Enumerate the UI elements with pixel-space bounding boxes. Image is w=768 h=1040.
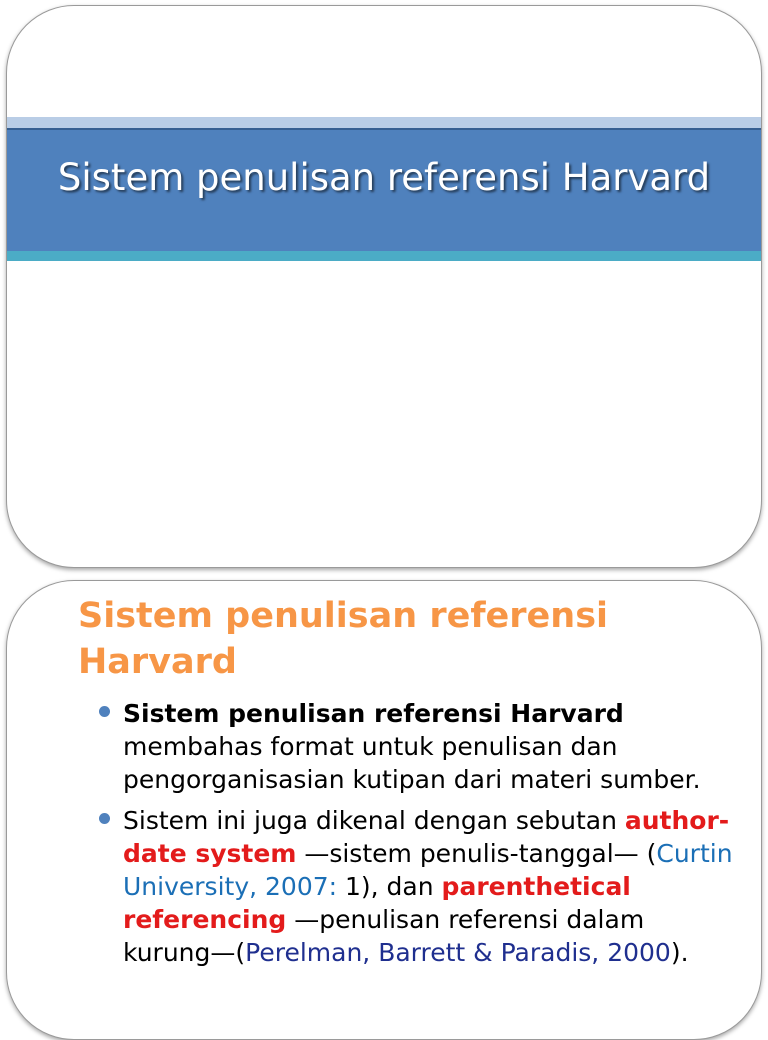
slide-title: Sistem penulisan referensi Harvard — [57, 156, 711, 199]
citation-perelman[interactable]: Perelman, Barrett & Paradis, 2000 — [245, 938, 671, 967]
term-parenthetical-referencing: parenthetical referencing — [123, 872, 631, 934]
slide-1 — [6, 5, 762, 568]
bullet-item-1 — [77, 697, 737, 796]
bullet-2-text-part-3: 1), dan — [337, 872, 442, 901]
title-band-top-stripe — [7, 117, 761, 128]
bullet-item-2 — [77, 804, 737, 969]
slide-2 — [6, 580, 762, 1040]
title-band-bottom-stripe — [7, 251, 761, 261]
bullet-2-text-part-2: —sistem penulis-tanggal— ( — [296, 839, 657, 868]
bullet-2-text-part-4: —penulisan referensi dalam kurung—( — [123, 905, 645, 967]
bullet-1-bold-lead: Sistem penulisan referensi Harvard — [123, 699, 624, 728]
bullet-dot-icon — [99, 813, 110, 824]
title-band — [7, 128, 761, 251]
bullet-2-text-part-1: Sistem ini juga dikenal dengan sebutan — [123, 806, 625, 835]
bullet-dot-icon — [99, 706, 110, 717]
bullet-1-text: membahas format untuk penulisan dan pengorganisasian kutipan dari materi sumber. — [123, 732, 701, 794]
bullet-list — [77, 697, 737, 977]
bullet-2-text-part-5: ). — [670, 938, 689, 967]
term-author-date-system: author-date system — [123, 806, 730, 868]
citation-curtin-university[interactable]: Curtin University, 2007: — [123, 839, 733, 901]
slide-heading: Sistem penulisan referensi Harvard — [78, 596, 609, 682]
